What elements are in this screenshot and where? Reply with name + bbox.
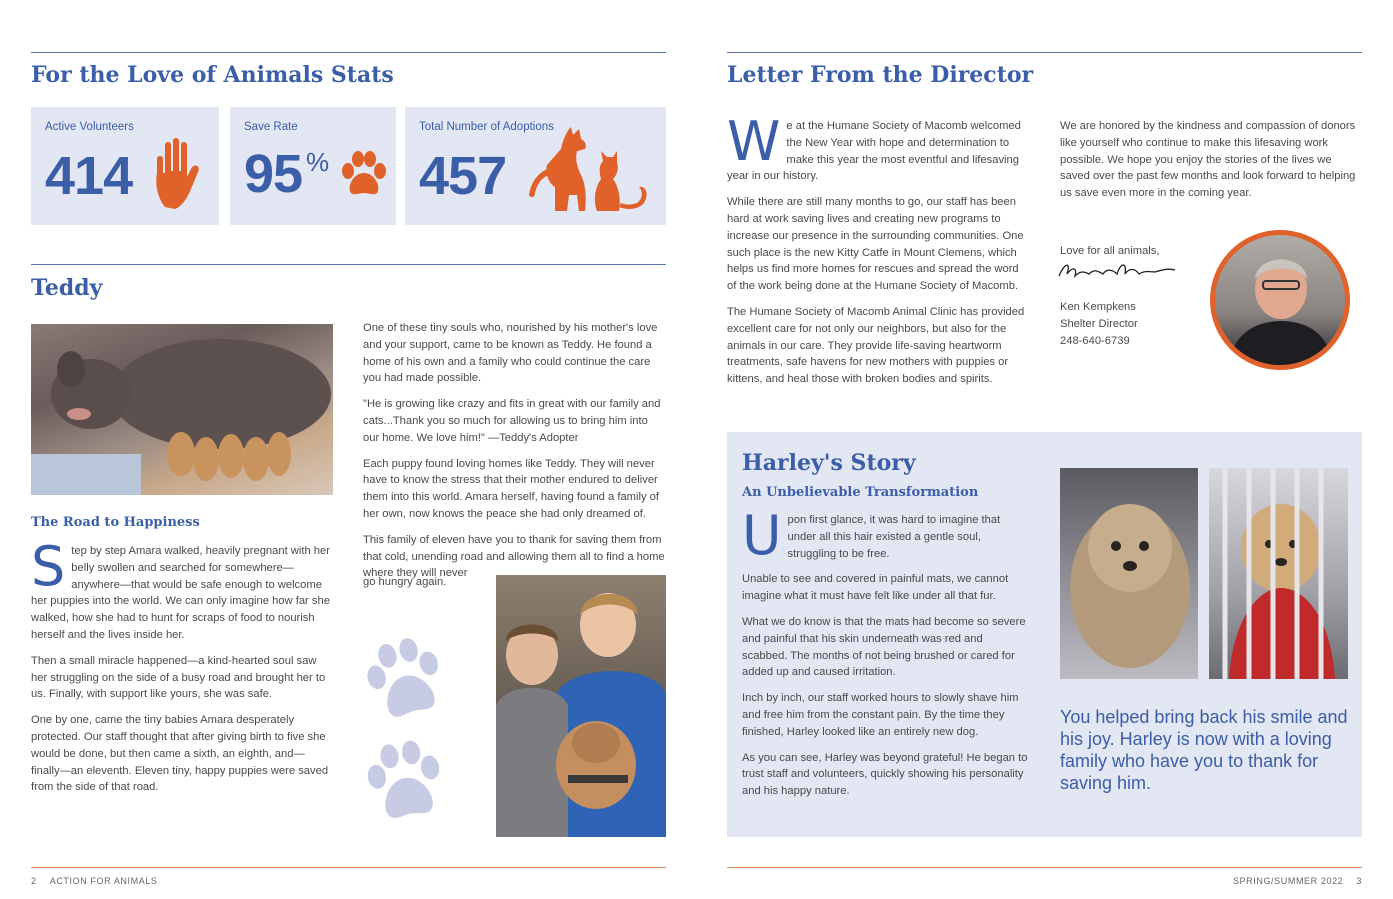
director-signoff (1060, 299, 1210, 349)
teddy-subheading: The Road to Happiness (31, 515, 200, 530)
stats-heading: For the Love of Animals Stats (31, 62, 394, 88)
top-rule-left (31, 52, 666, 53)
issue-title: SPRING/SUMMER 2022 (1232, 876, 1344, 886)
teddy-column-2 (363, 320, 666, 582)
amara-and-puppies-photo (31, 324, 333, 495)
director-portrait (1210, 230, 1350, 370)
teddy-dropcap: S (31, 535, 66, 598)
stat-save-rate-suffix: % (306, 147, 330, 177)
harley-p4: Inch by inch, our staff worked hours to slowly shave him and free him from the constant pain. By the time they finished, Harley looked like an entirely new dog. (742, 692, 1019, 738)
footer-rule-left (31, 867, 666, 868)
footer-right (1233, 876, 1362, 886)
harley-before-photo (1060, 468, 1198, 679)
director-dropcap: W (727, 110, 781, 173)
page-number-left: 2 (31, 876, 37, 886)
harley-p1: pon first glance, it was hard to imagine that under all this hair existed a gentle soul, struggling to be free. (787, 514, 1001, 560)
director-p3: The Humane Society of Macomb Animal Clinic has provided excellent care for not only our neighbors, but also for the animals in our care. They provide life-saving heartworm treatments, safe havens for new mothers with puppies or kittens, and heal those with broken bodies and spirits. (727, 305, 1025, 386)
teddy-p3: One by one, came the tiny babies Amara desperately protected. Our staff thought that after giving birth to five she would be done, but then came a sixth, an eighth, and—finally—an eleventh. Eleven tiny, happy puppies were saved from the side of that road. (31, 714, 329, 794)
director-p2: While there are still many months to go, our staff has been hard at work saving lives and creating new programs to increase our presence in the surrounding communities. One such place is the new Kitty Catfe in Mount Clemens, which helps us find more homes for rescues and spread the word of the work being done at the Humane Society of Macomb. (727, 196, 1024, 293)
teddy-p2: Then a small miracle happened—a kind-hearted soul saw her struggling on the side of a busy road and brought her to us. Finally, with support like yours, she was safe. (31, 654, 326, 701)
stat-save-rate-value: 95 (244, 144, 303, 204)
harley-heading: Harley's Story (742, 450, 916, 476)
paw-print-icon (362, 636, 448, 722)
stat-volunteers (31, 107, 219, 225)
footer-left (31, 876, 158, 886)
top-rule-right (727, 52, 1362, 53)
director-p1: e at the Humane Society of Macomb welcomed the New Year with hope and determination to make this year the most eventful and lifesaving year in our history. (727, 120, 1021, 183)
director-phone: 248-640-6739 (1060, 334, 1130, 347)
harley-subheading: An Unbelievable Transformation (742, 485, 979, 500)
stat-adoptions-label: Total Number of Adoptions (419, 121, 554, 133)
director-signature (1055, 258, 1179, 284)
harley-p2: Unable to see and covered in painful mats, we cannot imagine what it must have felt like under all that fur. (742, 573, 1009, 603)
dog-cat-icon (525, 125, 657, 213)
boys-with-teddy-photo (496, 575, 666, 837)
director-p4: We are honored by the kindness and compassion of donors like yourself who continue to make this lifesaving work possible. We hope you enjoy the stories of the lives we saved over the past few months and look forward to helping us save even more in the coming year. (1060, 120, 1356, 200)
publication-title: ACTION FOR ANIMALS (49, 876, 158, 886)
stat-volunteers-value: 414 (45, 146, 133, 206)
director-closing: Love for all animals, (1060, 245, 1160, 257)
paw-icon (340, 151, 388, 197)
stat-adoptions-value: 457 (419, 146, 507, 206)
stat-save-rate (230, 107, 396, 225)
harley-quote: You helped bring back his smile and his joy. Harley is now with a loving family who have you to thank for saving him. (1060, 707, 1348, 793)
teddy-p1: tep by step Amara walked, heavily pregnant with her belly swollen and searched for somewhere—anywhere—that would be safe enough to welcome her puppies into the world. We can only imagine how far she walked, how she had to hunt for scraps of food to nourish herself and the lives inside her. (31, 545, 330, 641)
stat-adoptions (405, 107, 666, 225)
stat-save-rate-label: Save Rate (244, 121, 298, 133)
director-heading: Letter From the Director (727, 62, 1034, 88)
page-number-right: 3 (1356, 876, 1362, 886)
harley-dropcap: U (742, 504, 782, 567)
footer-rule-right (727, 867, 1362, 868)
harley-p5: As you can see, Harley was beyond grateful! He began to trust staff and volunteers, quickly showing his personality and his happy nature. (742, 751, 1028, 798)
teddy-column-1 (31, 535, 333, 805)
director-name: Ken Kempkens (1060, 301, 1136, 313)
hand-icon (151, 137, 209, 209)
teddy-rule (31, 264, 666, 265)
harley-column (742, 504, 1030, 809)
director-column-1 (727, 110, 1027, 397)
teddy-p6: Each puppy found loving homes like Teddy. They will never have to know the stress that their mother endured to deliver them into this world. Amara herself, having found a family of her own, now knows the peace she had only dreamed of. (363, 457, 659, 520)
director-title: Shelter Director (1060, 317, 1138, 330)
teddy-p7b: go hungry again. (363, 576, 447, 588)
paw-print-icon (362, 738, 448, 824)
director-column-2 (1060, 118, 1362, 211)
harley-p3: What we do know is that the mats had become so severe and painful that his skin underneath was red and scabbed. The months of not being brushed or cared for added up and caused irritation. (742, 615, 1026, 679)
teddy-p4: One of these tiny souls who, nourished by his mother's love and your support, came to be known as Teddy. He found a home of his own and a family who could continue the care you had made possible. (363, 322, 658, 385)
teddy-p5: "He is growing like crazy and fits in great with our family and cats...Thank you so much for allowing us to bring him into our home. We love him!" —Teddy's Adopter (363, 398, 661, 444)
teddy-p7a: This family of eleven have you to thank for saving them from that cold, unending road and allowing them all to find a home where they will never (363, 533, 665, 580)
harley-after-photo (1209, 468, 1348, 679)
teddy-heading: Teddy (31, 275, 103, 301)
stat-volunteers-label: Active Volunteers (45, 121, 134, 133)
